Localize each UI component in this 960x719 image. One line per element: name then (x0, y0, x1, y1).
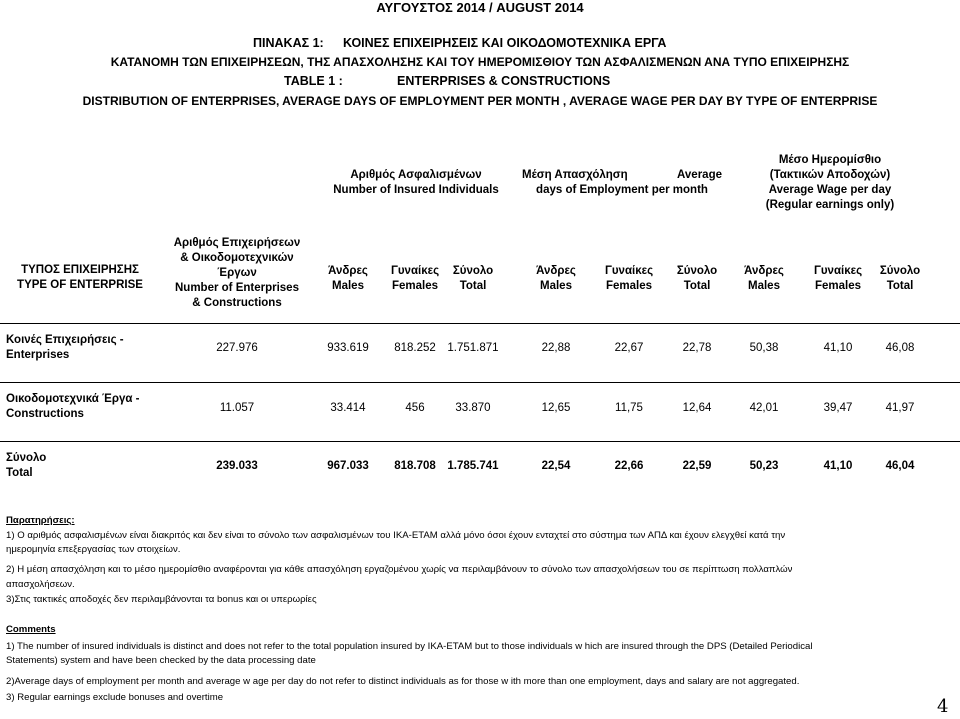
group-days-gr: Μέση Απασχόληση (522, 169, 628, 181)
table-title-en: ENTERPRISES & CONSTRUCTIONS (397, 74, 611, 88)
separator-line (0, 441, 960, 442)
col-type-en: TYPE OF ENTERPRISE (17, 279, 143, 291)
separator-line (0, 382, 960, 383)
cell-wage-males: 42,01 (749, 402, 779, 414)
cell-days-females: 22,66 (614, 460, 644, 472)
col-females-wage: Γυναίκες Females (813, 265, 863, 292)
group-days-en: days of Employment per month (536, 184, 708, 196)
col-enterprises-l5: & Constructions (192, 297, 282, 309)
page-number: 4 (937, 696, 949, 717)
table-subtitle-gr: ΚΑΤΑΝΟΜΗ ΤΩΝ ΕΠΙΧΕΙΡΗΣΕΩΝ, ΤΗΣ ΑΠΑΣΧΟΛΗΣΗΣ ΚΑΙ ΤΟΥ ΗΜΕΡΟΜΙΣΘΙΟΥ ΤΩΝ ΑΣΦΑΛΙΣΜΕΝΩΝ ΑΝΑ ΤΥΠΟ ΕΠΙΧΕΙΡΗΣΗΣ (110, 55, 850, 69)
group-insured (316, 168, 516, 198)
cell-wage-males: 50,38 (749, 342, 779, 354)
cell-wage-total: 46,08 (885, 342, 915, 354)
cell-days-males: 22,54 (541, 460, 571, 472)
cell-days-males: 12,65 (541, 402, 571, 414)
col-type (0, 263, 160, 293)
notes-gr-3: 3)Στις τακτικές αποδοχές δεν περιλαμβάνονται τα bonus και οι υπερωρίες (6, 594, 317, 605)
table-subtitle-en: DISTRIBUTION OF ENTERPRISES, AVERAGE DAYS OF EMPLOYMENT PER MONTH , AVERAGE WAGE PER DAY BY TYPE OF ENTERPRISE (82, 94, 878, 108)
notes-gr-2b: απασχολήσεων. (6, 579, 75, 590)
table-label-en: TABLE 1 : (284, 74, 343, 88)
group-days (522, 168, 722, 198)
separator-line (0, 323, 960, 324)
col-enterprises-l3: Έργων (217, 267, 257, 279)
cell-wage-total: 41,97 (885, 402, 915, 414)
cell-days-males: 22,88 (541, 342, 571, 354)
table-title-gr: ΚΟΙΝΕΣ ΕΠΙΧΕΙΡΗΣΕΙΣ ΚΑΙ ΟΙΚΟΔΟΜΟΤΕΧΝΙΚΑ ΕΡΓΑ (343, 36, 667, 50)
col-enterprises-l4: Number of Enterprises (175, 282, 299, 294)
notes-gr-2a: 2) Η μέση απασχόληση και το μέσο ημερομίσθιο αναφέρονται για κάθε απασχόληση εργαζομένου χωρίς να περιλαμβάνουν το σύνολο των απασχολήσεων του σε περίπτωση πολλαπλών (6, 564, 793, 575)
cell-insured-males: 967.033 (327, 460, 369, 472)
cell-insured-males: 33.414 (330, 402, 366, 414)
notes-en-1a: 1) The number of insured individuals is distinct and does not refer to the total population insured by IKA-ETAM but to those individuals w hich are insured through the DPS (Detailed Periodical (6, 641, 813, 652)
cell-enterprises: 227.976 (216, 342, 258, 354)
col-total-days: Σύνολο Total (676, 265, 718, 292)
cell-enterprises: 239.033 (216, 460, 258, 472)
group-insured-gr: Αριθμός Ασφαλισμένων (350, 169, 482, 181)
cell-days-females: 11,75 (615, 402, 643, 414)
cell-insured-females: 818.708 (394, 460, 436, 472)
group-insured-en: Number of Insured Individuals (333, 184, 499, 196)
col-enterprises-l1: Αριθμός Επιχειρήσεων (173, 237, 301, 249)
group-wage-gr2: (Τακτικών Αποδοχών) (769, 169, 891, 181)
cell-enterprises: 11.057 (219, 402, 255, 414)
cell-wage-females: 41,10 (823, 342, 853, 354)
row-label: Κοινές Επιχειρήσεις - Enterprises (6, 334, 124, 361)
col-enterprises (162, 236, 312, 311)
col-total-insured: Σύνολο Total (452, 265, 494, 292)
notes-en-3: 3) Regular earnings exclude bonuses and overtime (6, 692, 224, 703)
cell-wage-total: 46,04 (885, 460, 915, 472)
cell-days-total: 22,78 (682, 342, 712, 354)
group-wage-en1: Average Wage per day (768, 184, 892, 196)
cell-wage-males: 50,23 (749, 460, 779, 472)
report-date: ΑΥΓΟΥΣΤΟΣ 2014 / AUGUST 2014 (376, 0, 584, 15)
cell-wage-females: 41,10 (823, 460, 853, 472)
row-label: Οικοδομοτεχνικά Έργα - Constructions (6, 393, 140, 420)
row-label: Σύνολο Total (6, 452, 47, 479)
cell-insured-total: 33.870 (455, 402, 491, 414)
cell-insured-total: 1.751.871 (447, 342, 499, 354)
group-wage (730, 153, 930, 213)
table-label-gr: ΠΙΝΑΚΑΣ 1: (253, 36, 324, 50)
notes-en-1b: Statements) system and have been checked by the data processing date (6, 655, 316, 666)
cell-insured-females: 818.252 (394, 342, 436, 354)
cell-insured-females: 456 (405, 402, 425, 414)
col-total-wage: Σύνολο Total (879, 265, 921, 292)
group-days-average: Average (677, 169, 722, 181)
cell-insured-males: 933.619 (327, 342, 369, 354)
cell-insured-total: 1.785.741 (447, 460, 499, 472)
cell-days-total: 12,64 (682, 402, 712, 414)
col-females-days: Γυναίκες Females (604, 265, 654, 292)
notes-en-2: 2)Average days of employment per month and average w age per day do not refer to distinct individuals as for those w ith more than one employment, days and salary are not aggregated. (6, 676, 800, 687)
notes-gr-1a: 1) Ο αριθμός ασφαλισμένων είναι διακριτός και δεν είναι το σύνολο των ασφαλισμένων του ΙΚΑ-ΕΤΑΜ αλλά μόνο όσοι έχουν ενταχτεί στο σύστημα των ΑΠΔ και έχουν ελεγχθεί κατά την (6, 530, 786, 541)
group-wage-gr1: Μέσο Ημερομίσθιο (778, 154, 882, 166)
col-males-insured: Άνδρες Males (328, 265, 368, 292)
cell-wage-females: 39,47 (823, 402, 853, 414)
cell-days-females: 22,67 (614, 342, 644, 354)
group-wage-en2: (Regular earnings only) (765, 199, 895, 211)
cell-days-total: 22,59 (682, 460, 712, 472)
col-females-insured: Γυναίκες Females (390, 265, 440, 292)
col-males-days: Άνδρες Males (536, 265, 576, 292)
notes-gr-1b: ημερομηνία επεξεργασίας των στοιχείων. (6, 544, 181, 555)
col-type-gr: ΤΥΠΟΣ ΕΠΙΧΕΙΡΗΣΗΣ (21, 264, 139, 276)
col-enterprises-l2: & Οικοδομοτεχνικών (180, 252, 294, 264)
col-males-wage: Άνδρες Males (744, 265, 784, 292)
notes-en-heading: Comments (6, 624, 56, 635)
notes-gr-heading: Παρατηρήσεις: (6, 515, 75, 526)
